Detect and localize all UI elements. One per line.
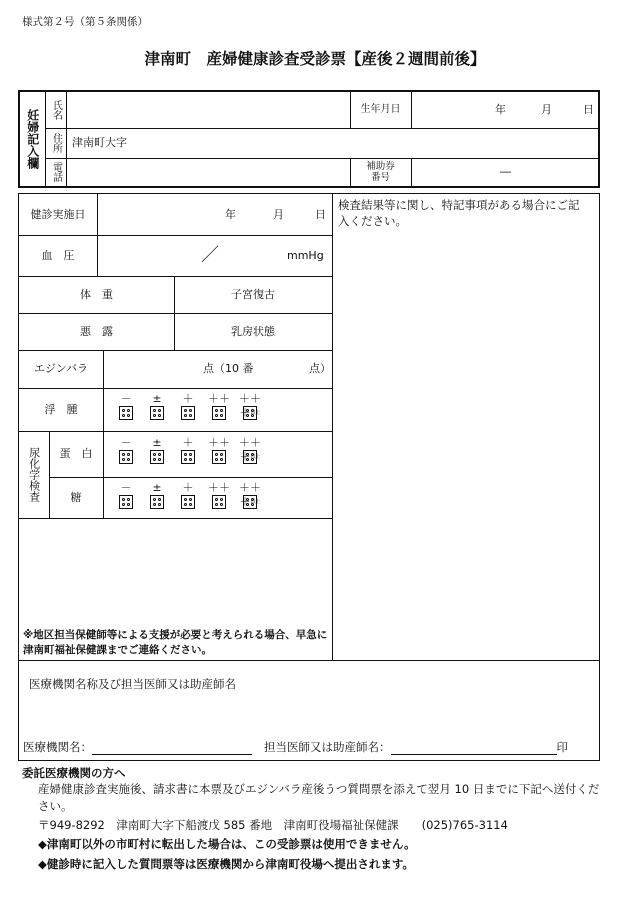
sugar-option[interactable] (115, 481, 137, 509)
edema-option[interactable] (239, 392, 261, 420)
sugar-option[interactable] (146, 481, 168, 509)
birthdate-field[interactable] (411, 92, 600, 128)
birthdate-label: 生年月日 (360, 104, 401, 115)
exam-day-label: 日 (315, 207, 326, 221)
patient-section-label: 妊婦記入欄 (25, 109, 40, 169)
protein-level-symbol: ＋ (182, 436, 194, 449)
exam-year-label: 年 (225, 207, 236, 221)
name-label: 氏名 (50, 100, 62, 120)
protein-checkbox[interactable] (212, 450, 226, 464)
voucher-label-line2: 番号 (370, 172, 390, 183)
doctor-name-field[interactable] (391, 741, 557, 755)
protein-option[interactable] (239, 436, 261, 464)
address-field[interactable]: 津南町大字 (72, 136, 127, 150)
edema-level-symbol: ＋＋ (208, 392, 230, 405)
protein-level-symbol: ＋＋ (208, 436, 230, 449)
edema-label: 浮 腫 (44, 402, 78, 416)
protein-option[interactable] (208, 436, 230, 464)
sugar-option[interactable] (177, 481, 199, 509)
blood-pressure-field[interactable] (97, 235, 332, 276)
sugar-option[interactable] (208, 481, 230, 509)
protein-options (103, 431, 332, 477)
exam-month-label: 月 (273, 207, 284, 221)
patient-info-table (18, 90, 600, 188)
edema-option[interactable] (146, 392, 168, 420)
bp-unit: mmHg (287, 248, 324, 262)
remarks-header: 検査結果等に関し、特記事項がある場合にご記入ください。 (338, 198, 580, 229)
institution-name-field[interactable] (92, 741, 252, 755)
edema-checkbox[interactable] (212, 406, 226, 420)
edema-option[interactable] (208, 392, 230, 420)
lochia-label: 悪 露 (80, 324, 113, 338)
voucher-label-line1: 補助券 (366, 160, 395, 172)
notes-area[interactable] (19, 518, 332, 622)
exam-table (18, 193, 600, 661)
birth-day-label: 日 (583, 103, 594, 117)
sugar-checkbox[interactable] (181, 495, 195, 509)
edema-checkbox[interactable] (119, 406, 133, 420)
institution-header: 医療機関名称及び担当医師又は助産師名 (29, 677, 236, 691)
institution-box (18, 660, 600, 761)
edema-level-symbol: ＋ (182, 392, 194, 405)
sugar-options (103, 477, 332, 518)
institution-name-label: 医療機関名： (23, 740, 92, 754)
page-title: 津南町 産婦健康診査受診票【産後２週間前後】 (144, 50, 486, 68)
protein-level-suffix: 以上 (250, 454, 261, 460)
edema-option[interactable] (115, 392, 137, 420)
protein-option[interactable] (146, 436, 168, 464)
sugar-checkbox[interactable] (150, 495, 164, 509)
edema-options (103, 388, 332, 431)
voucher-label (350, 158, 411, 186)
sugar-level-symbol: － (120, 481, 132, 494)
phone-field[interactable] (66, 158, 350, 186)
sugar-level-symbol: ＋＋ (208, 481, 230, 494)
epds-score-text: 点（10 番 (203, 362, 254, 376)
sugar-option[interactable] (239, 481, 261, 509)
breast-label: 乳房状態 (231, 324, 275, 338)
sugar-level-symbol: ＋ (182, 481, 194, 494)
sugar-checkbox[interactable] (212, 495, 226, 509)
protein-option[interactable] (115, 436, 137, 464)
sugar-checkbox[interactable] (243, 495, 257, 509)
edema-checkbox[interactable] (243, 406, 257, 420)
bp-slash: ／ (201, 244, 219, 266)
protein-option[interactable] (177, 436, 199, 464)
voucher-number-field[interactable]: ― (500, 165, 511, 179)
edema-checkbox[interactable] (150, 406, 164, 420)
form-number: 様式第２号（第５条関係） (22, 16, 148, 28)
edema-level-suffix: 以上 (250, 410, 261, 416)
support-note: ※地区担当保健師等による支援が必要と考えられる場合、早急に津南町福祉保健課までご連絡ください。 (23, 629, 328, 657)
exam-date-label: 健診実施日 (30, 207, 86, 221)
epds-field[interactable] (103, 350, 332, 388)
footer-note-2: ◆健診時に記入した質問票等は医療機関から津南町役場へ提出されます。 (38, 857, 414, 871)
sugar-checkbox[interactable] (119, 495, 133, 509)
protein-checkbox[interactable] (150, 450, 164, 464)
edema-level-symbol: － (120, 392, 132, 405)
seal-mark: 印 (556, 740, 568, 754)
weight-label: 体 重 (80, 287, 113, 301)
protein-level-symbol: ＋＋＋$^{以上}$ (239, 436, 261, 463)
sugar-label: 糖 (70, 490, 82, 504)
edema-checkbox[interactable] (181, 406, 195, 420)
footer-note-1: ◆津南町以外の市町村に転出した場合は、この受診票は使用できません。 (38, 837, 416, 851)
sugar-level-symbol: ＋＋＋$^{以上}$ (239, 481, 261, 508)
name-field[interactable] (66, 92, 350, 128)
protein-checkbox[interactable] (243, 450, 257, 464)
edema-level-symbol: ＋＋＋$^{以上}$ (239, 392, 261, 419)
footer-address: 〒949-8292 津南町大字下船渡戊 585 番地 津南町役場福祉保健課 (025)765-3114 (38, 818, 508, 832)
protein-label: 蛋 白 (59, 447, 93, 461)
epds-close-text: 点） (309, 362, 331, 376)
doctor-name-label: 担当医師又は助産師名： (264, 740, 391, 754)
sugar-level-symbol: ± (152, 481, 162, 494)
urine-test-label: 尿化学検査 (27, 447, 41, 502)
protein-level-symbol: ± (152, 436, 162, 449)
phone-label: 電話 (50, 162, 62, 182)
epds-label: エジンバラ (34, 362, 88, 376)
sugar-level-suffix: 以上 (250, 499, 261, 505)
blood-pressure-label: 血 圧 (41, 248, 75, 262)
protein-checkbox[interactable] (181, 450, 195, 464)
edema-option[interactable] (177, 392, 199, 420)
footer-instruction: 産婦健康診査実施後、請求書に本票及びエジンバラ産後うつ質問票を添えて翌月 10 日までに下記へ送付ください。 (38, 782, 600, 813)
remarks-field[interactable] (333, 234, 599, 659)
address-label: 住所 (50, 133, 62, 153)
protein-checkbox[interactable] (119, 450, 133, 464)
exam-date-field[interactable] (97, 194, 332, 235)
birth-year-label: 年 (495, 103, 506, 117)
protein-level-symbol: － (120, 436, 132, 449)
birth-month-label: 月 (541, 103, 552, 117)
edema-level-symbol: ± (152, 392, 162, 405)
uterus-label: 子宮復古 (231, 287, 275, 301)
footer-heading: 委託医療機関の方へ (22, 766, 126, 780)
